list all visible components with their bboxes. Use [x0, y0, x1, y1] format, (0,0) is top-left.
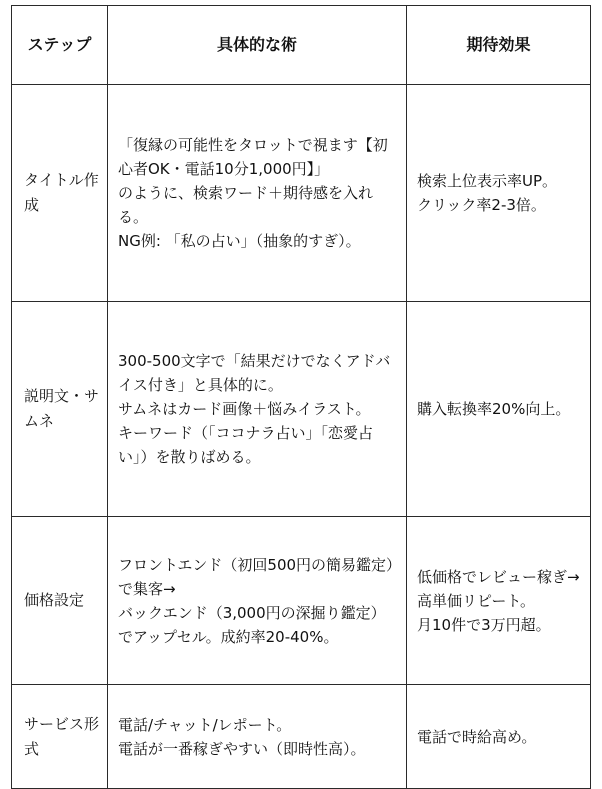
technique-line: バックエンド（3,000円の深掘り鑑定）でアップセル。成約率20-40%。 — [118, 603, 386, 646]
technique-line: 300-500文字で「結果だけでなくアドバイス付き」と具体的に。 — [118, 352, 391, 394]
technique-line: のように、検索ワード＋期待感を入れる。 — [118, 184, 374, 226]
row-step: 価格設定 — [12, 517, 108, 685]
table-row — [12, 685, 591, 789]
row-technique — [108, 85, 407, 302]
technique-line: フロントエンド（初回500円の簡易鑑定）で集客→ — [118, 555, 394, 598]
effect-line: 検索上位表示率UP。 — [417, 172, 558, 190]
effect-line: 低価格でレビュー稼ぎ→高単価リピート。 — [417, 567, 580, 610]
row-step: 説明文・サムネ — [12, 302, 108, 517]
table-row — [12, 302, 591, 517]
row-effect — [407, 85, 591, 302]
header-technique: 具体的な術 — [108, 6, 407, 85]
technique-line: 「復縁の可能性をタロットで視ます【初心者OK・電話10分1,000円】」 — [118, 136, 388, 178]
row-technique — [108, 685, 407, 789]
row-technique — [108, 302, 407, 517]
technique-line: 電話が一番稼ぎやすい（即時性高）。 — [118, 739, 366, 758]
table-header-row — [12, 6, 591, 85]
effect-line: 購入転換率20%向上。 — [417, 400, 571, 418]
effect-line: 電話で時給高め。 — [417, 727, 537, 746]
row-step: サービス形式 — [12, 685, 108, 789]
row-effect — [407, 302, 591, 517]
table-row — [12, 85, 591, 302]
table-row — [12, 517, 591, 685]
row-step: タイトル作成 — [12, 85, 108, 302]
strategy-table — [11, 5, 591, 789]
technique-line: 電話/チャット/レポート。 — [118, 715, 292, 734]
technique-line: キーワード（「ココナラ占い」「恋愛占い」）を散りばめる。 — [118, 424, 374, 466]
technique-line: NG例: 「私の占い」（抽象的すぎ）。 — [118, 232, 361, 250]
header-effect: 期待効果 — [407, 6, 591, 85]
row-technique — [108, 517, 407, 685]
header-step: ステップ — [12, 6, 108, 85]
row-effect — [407, 685, 591, 789]
effect-line: 月10件で3万円超。 — [417, 615, 551, 634]
effect-line: クリック率2-3倍。 — [417, 196, 546, 214]
row-effect — [407, 517, 591, 685]
technique-line: サムネはカード画像＋悩みイラスト。 — [118, 400, 371, 418]
